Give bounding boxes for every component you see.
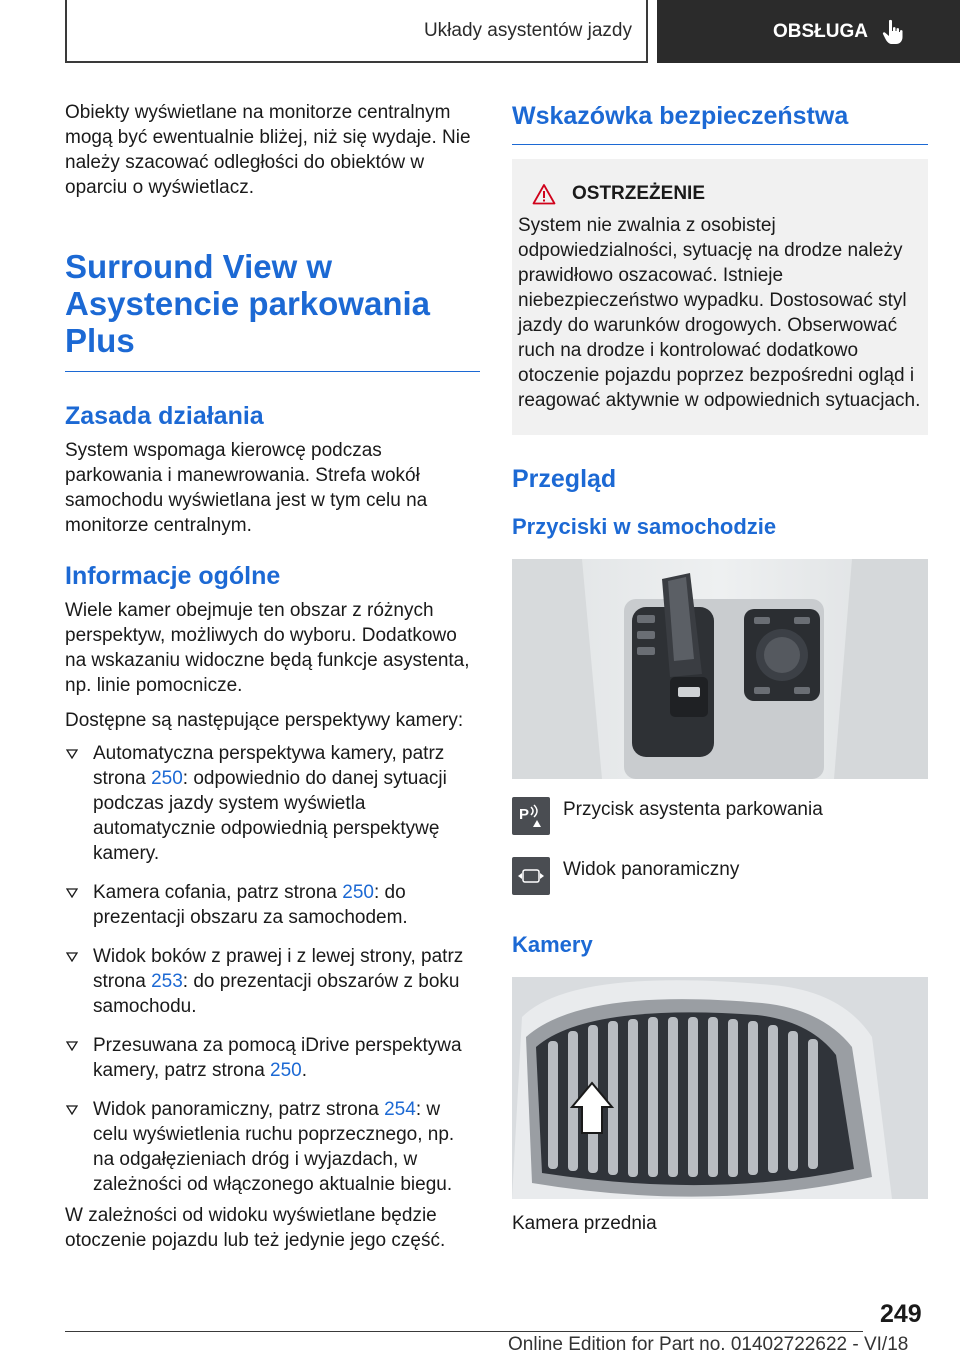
center-console-illustration [512, 559, 928, 779]
svg-text:P: P [519, 806, 530, 823]
bullet-triangle-icon [66, 888, 78, 898]
page-link-254[interactable]: 254 [384, 1099, 416, 1120]
page-link-250[interactable]: 250 [151, 768, 183, 789]
parking-assistant-label: Przycisk asystenta parkowania [563, 799, 823, 820]
header-section-title: Układy asystentów jazdy [423, 19, 632, 41]
general-paragraph: Wiele kamer obejmuje ten obszar z różnych perspektyw, możliwych do wyboru. Dodatkowo na wskazaniu widoczne będą funkcje asystenta, np. linie pomocnicze. [65, 600, 470, 696]
list-item [65, 741, 480, 866]
footer-divider [65, 1331, 863, 1332]
buttons-heading: Przyciski w samochodzie [512, 514, 777, 539]
page-link-253[interactable]: 253 [151, 971, 183, 992]
safety-divider [512, 144, 928, 145]
list-item-text: Przesuwana za pomocą iDrive perspektywa kamery, patrz strona [93, 1035, 462, 1081]
list-item [65, 1033, 480, 1083]
footer-edition: Online Edition for Part no. 01402722622 - VI/18 [508, 1334, 909, 1355]
overview-heading: Przegląd [512, 465, 617, 493]
page-link-250[interactable]: 250 [270, 1060, 302, 1081]
list-item-text: Automatyczna perspektywa kamery, patrz strona [93, 743, 445, 789]
front-camera-caption: Kamera przednia [512, 1213, 657, 1234]
parking-assistant-button-row [512, 797, 928, 835]
bullet-triangle-icon [66, 1105, 78, 1115]
list-item-text: Widok panoramiczny, patrz strona [93, 1099, 385, 1120]
page-link-250[interactable]: 250 [342, 882, 374, 903]
list-intro: Dostępne są następujące perspektywy kamery: [65, 710, 464, 731]
panoramic-view-button-row [512, 857, 928, 895]
list-item-text: Widok boków z prawej i z lewej strony, patrz strona [93, 946, 464, 992]
list-item-text: : w celu wyświetlenia ruchu poprzecznego, np. na odgałęzieniach dróg i wyjazdach, w zależności od włączonego aktualnie biegu. [93, 1099, 455, 1195]
list-item-text: Kamera cofania, patrz strona [93, 882, 343, 903]
front-camera-photo [512, 977, 928, 1199]
center-console-photo [512, 559, 928, 779]
bullet-triangle-icon [66, 952, 78, 962]
panoramic-view-label: Widok panoramiczny [563, 859, 740, 880]
list-item-text: : do prezentacji obszarów z boku samochodu. [93, 971, 460, 1017]
intro-paragraph: Obiekty wyświetlane na monitorze centralnym mogą być ewentualnie bliżej, niż się wydaje. Nie należy szacować odległości do obiektów w oparciu o wyświetlacz. [65, 102, 471, 198]
bullet-triangle-icon [66, 749, 78, 759]
panoramic-view-icon [512, 857, 550, 895]
right-column [512, 100, 928, 1236]
main-title: Surround View w Asystencie parkowania Plus [65, 248, 430, 359]
list-item-text: . [301, 1060, 308, 1081]
title-divider [65, 371, 480, 372]
cameras-heading: Kamery [512, 932, 593, 957]
warning-text: System nie zwalnia z osobistej odpowiedzialności, sytuację na drodze należy prawidłowo oszacować. Istnieje niebezpieczeństwo wypadku. Dostosować styl jazdy do warunków drogowych. Obserwować ruch na drodze i kontrolować dodatkowo otoczenie pojazdu poprzez bezpośredni ogląd i reagować aktywnie w odpowiednich sytuacjach. [518, 215, 921, 411]
left-column [65, 100, 480, 1253]
page-number: 249 [880, 1300, 922, 1328]
header-chapter-tab [657, 0, 960, 63]
list-item-text: : do prezentacji obszaru za samochodem. [93, 882, 408, 928]
header-section-tab [65, 0, 648, 63]
header-chapter-title: OBSŁUGA [773, 20, 868, 42]
list-item [65, 1097, 480, 1197]
camera-perspective-list [65, 741, 480, 1197]
parking-assistant-icon [512, 797, 550, 835]
warning-box [512, 159, 928, 435]
hand-pointer-icon [882, 19, 904, 45]
outro-paragraph: W zależności od widoku wyświetlane będzie otoczenie pojazdu lub też jedynie jego część. [65, 1205, 446, 1251]
principle-heading: Zasada działania [65, 402, 264, 430]
principle-paragraph: System wspomaga kierowcę podczas parkowania i manewrowania. Strefa wokół samochodu wyświetlana jest w tym celu na monitorze centralnym. [65, 440, 428, 536]
general-heading: Informacje ogólne [65, 562, 281, 590]
warning-triangle-icon [532, 183, 556, 205]
list-item [65, 944, 480, 1019]
front-grille-illustration [512, 977, 928, 1199]
bullet-triangle-icon [66, 1041, 78, 1051]
safety-heading: Wskazówka bezpieczeństwa [512, 102, 849, 130]
list-item [65, 880, 480, 930]
warning-label: OSTRZEŻENIE [572, 183, 706, 204]
warning-title [532, 183, 922, 205]
list-item-text: : odpowiednio do danej sytuacji podczas jazdy system wyświetla automatycznie odpowiednią perspektywę kamery. [93, 768, 447, 864]
